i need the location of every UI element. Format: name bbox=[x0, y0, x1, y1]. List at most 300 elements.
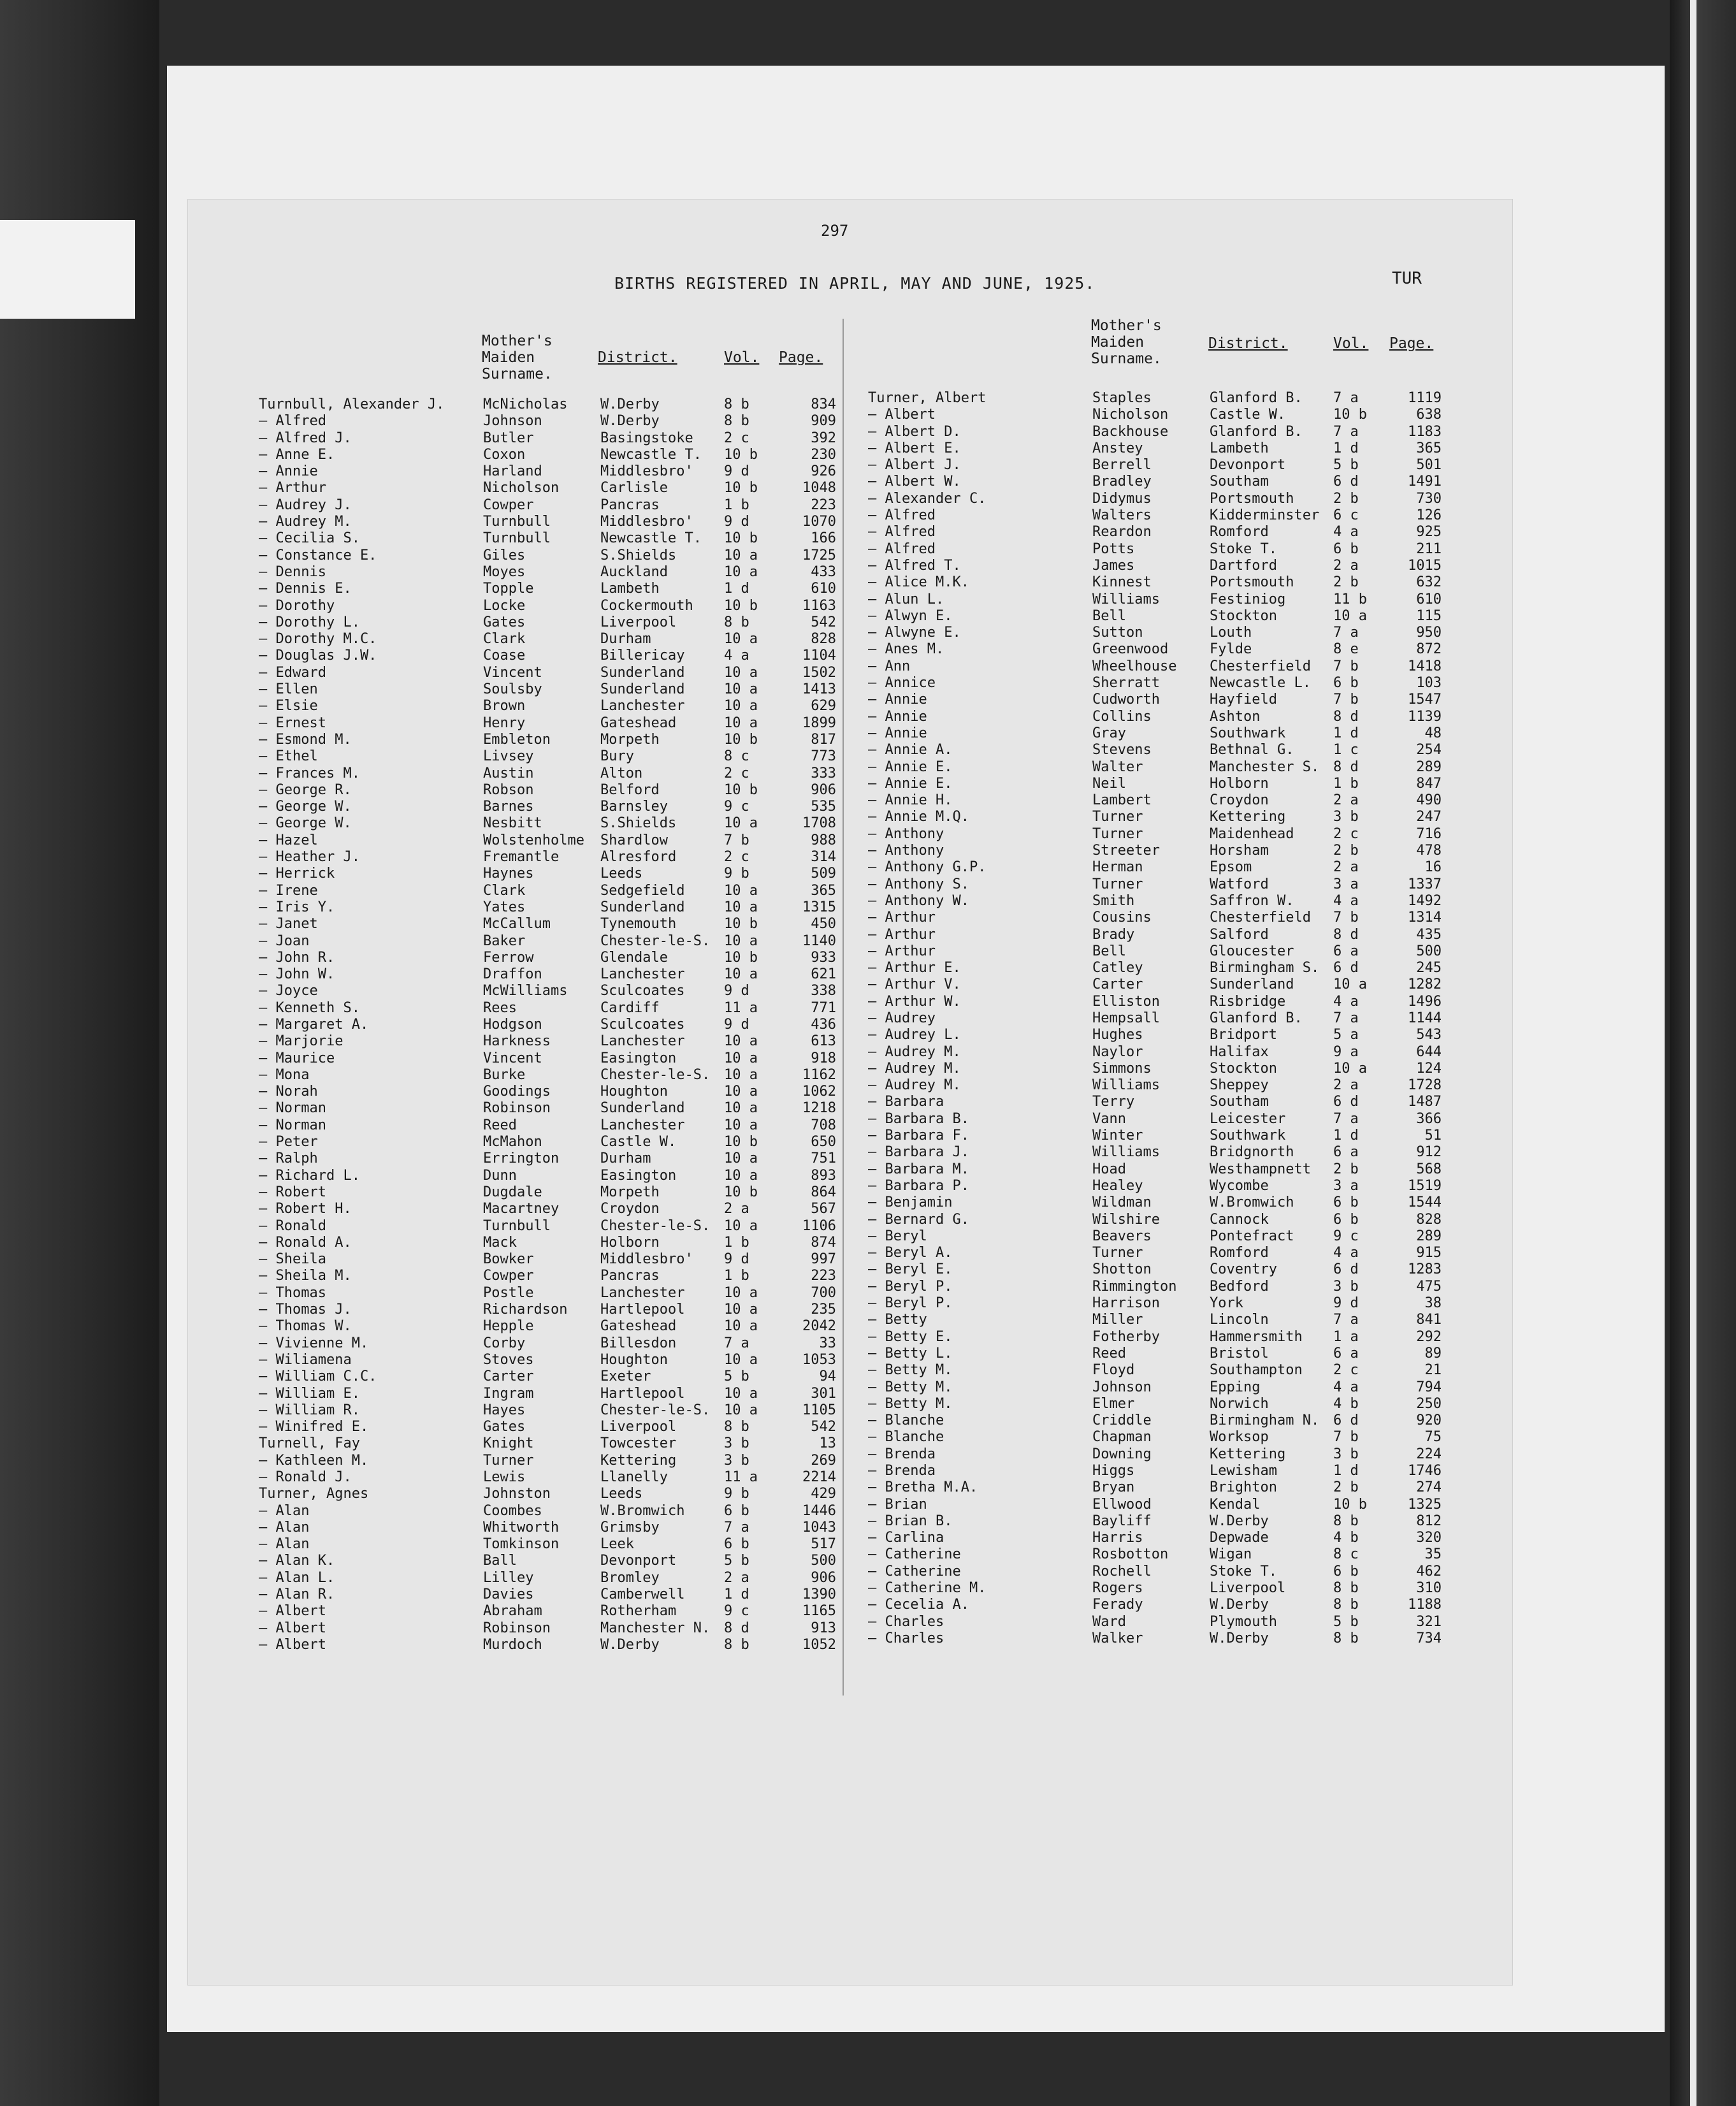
district: Billesdon bbox=[600, 1335, 677, 1351]
child-name: — Alwyn E. bbox=[868, 607, 953, 624]
page-ref: 751 bbox=[811, 1151, 836, 1167]
page-ref: 1163 bbox=[802, 597, 836, 614]
mother-maiden-surname: Coombes bbox=[483, 1502, 542, 1519]
page-ref: 435 bbox=[1416, 926, 1442, 943]
page-ref: 1544 bbox=[1408, 1195, 1442, 1211]
entry-row bbox=[868, 424, 1493, 440]
child-name: — Betty L. bbox=[868, 1345, 953, 1362]
child-name: — Sheila bbox=[259, 1251, 326, 1268]
district: Sheppey bbox=[1210, 1077, 1269, 1094]
mother-maiden-surname: Stoves bbox=[483, 1351, 534, 1368]
district: Billericay bbox=[600, 648, 685, 664]
child-name: — Cecelia A. bbox=[868, 1597, 969, 1613]
page-ref: 1315 bbox=[802, 899, 836, 915]
mother-maiden-surname: Nesbitt bbox=[483, 815, 542, 832]
entry-row bbox=[868, 1111, 1493, 1128]
district: Epsom bbox=[1210, 859, 1252, 876]
page-ref: 629 bbox=[811, 698, 836, 715]
mother-maiden-surname: Butler bbox=[483, 430, 534, 446]
child-name: — Ralph bbox=[259, 1151, 318, 1167]
child-name: — Douglas J.W. bbox=[259, 648, 377, 664]
district: Glendale bbox=[600, 949, 668, 966]
volume: 6 d bbox=[1333, 1094, 1359, 1110]
entry-row bbox=[868, 1161, 1493, 1178]
child-name: — Alfred bbox=[868, 507, 936, 524]
district: Hartlepool bbox=[600, 1302, 685, 1318]
page-ref: 269 bbox=[811, 1452, 836, 1469]
child-name: — Norah bbox=[259, 1084, 318, 1100]
district: W.Derby bbox=[1210, 1597, 1269, 1613]
district: Risbridge bbox=[1210, 993, 1286, 1010]
entry-row bbox=[259, 849, 845, 866]
volume: 7 a bbox=[724, 1335, 749, 1351]
entry-row bbox=[868, 1295, 1493, 1312]
district: Rotherham bbox=[600, 1603, 677, 1620]
volume: 10 b bbox=[1333, 1496, 1367, 1513]
entry-row bbox=[259, 1603, 845, 1620]
page-ref: 245 bbox=[1416, 960, 1442, 977]
district: Plymouth bbox=[1210, 1613, 1277, 1630]
page-ref: 568 bbox=[1416, 1161, 1442, 1177]
volume: 6 d bbox=[1333, 1261, 1359, 1278]
mother-maiden-surname: Winter bbox=[1092, 1128, 1143, 1144]
child-name: — Edward bbox=[259, 664, 326, 681]
district: Southwark bbox=[1210, 1128, 1286, 1144]
volume: 10 a bbox=[724, 681, 758, 698]
page-ref: 933 bbox=[811, 949, 836, 966]
volume: 9 d bbox=[724, 514, 749, 530]
district: Cardiff bbox=[600, 999, 660, 1016]
mother-maiden-surname: Williams bbox=[1092, 1077, 1160, 1094]
entry-row bbox=[259, 1570, 845, 1587]
district: Exeter bbox=[600, 1369, 651, 1385]
volume: 10 a bbox=[724, 1402, 758, 1418]
district: Llanelly bbox=[600, 1469, 668, 1485]
volume: 6 d bbox=[1333, 960, 1359, 977]
mother-maiden-surname: Bradley bbox=[1092, 474, 1152, 490]
child-name: — Dorothy bbox=[259, 597, 335, 614]
page-ref: 771 bbox=[811, 999, 836, 1016]
mother-maiden-surname: Clark bbox=[483, 631, 526, 648]
mother-maiden-surname: Reardon bbox=[1092, 524, 1152, 541]
page-ref: 478 bbox=[1416, 843, 1442, 859]
entry-row bbox=[259, 1117, 845, 1134]
child-name: — Albert W. bbox=[868, 474, 961, 490]
mother-maiden-surname: Clark bbox=[483, 882, 526, 899]
mother-maiden-surname: Wildman bbox=[1092, 1195, 1152, 1211]
mother-maiden-surname: Backhouse bbox=[1092, 423, 1169, 440]
entry-row bbox=[868, 558, 1493, 574]
child-name: — George W. bbox=[259, 815, 352, 832]
volume: 10 a bbox=[724, 899, 758, 915]
entry-row bbox=[259, 1486, 845, 1502]
child-name: — Ethel bbox=[259, 748, 318, 765]
district: Sunderland bbox=[600, 681, 685, 698]
child-name: — Beryl bbox=[868, 1228, 927, 1244]
page-ref: 1725 bbox=[802, 547, 836, 563]
page-ref: 48 bbox=[1424, 725, 1442, 741]
entry-row bbox=[259, 1402, 845, 1419]
entry-row bbox=[868, 1144, 1493, 1161]
entry-row bbox=[259, 1100, 845, 1117]
mother-maiden-surname: Cowper bbox=[483, 1268, 534, 1284]
mother-maiden-surname: Wolstenholme bbox=[483, 832, 584, 848]
entry-row bbox=[868, 1312, 1493, 1328]
district: Manchester N. bbox=[600, 1620, 711, 1636]
page-ref: 21 bbox=[1424, 1362, 1442, 1379]
page-ref: 734 bbox=[1416, 1630, 1442, 1646]
entry-row bbox=[868, 1446, 1493, 1463]
district: Leek bbox=[600, 1536, 634, 1553]
volume: 10 a bbox=[724, 1033, 758, 1050]
entry-row bbox=[259, 916, 845, 933]
child-name: — Ernest bbox=[259, 715, 326, 731]
district: Houghton bbox=[600, 1351, 668, 1368]
page-ref: 1106 bbox=[802, 1217, 836, 1234]
entry-row bbox=[259, 1469, 845, 1486]
volume: 8 d bbox=[1333, 759, 1359, 775]
mother-maiden-surname: Locke bbox=[483, 597, 526, 614]
mother-maiden-surname: Williams bbox=[1092, 591, 1160, 607]
district: Pontefract bbox=[1210, 1228, 1294, 1244]
mother-maiden-surname: Naylor bbox=[1092, 1043, 1143, 1060]
district: Bury bbox=[600, 748, 634, 765]
mother-maiden-surname: Robson bbox=[483, 781, 534, 798]
child-name: — Alan bbox=[259, 1502, 310, 1519]
entry-row bbox=[868, 977, 1493, 993]
page-ref: 1062 bbox=[802, 1084, 836, 1100]
entry-row bbox=[259, 883, 845, 899]
page-ref: 1162 bbox=[802, 1066, 836, 1083]
child-name: — Annie bbox=[868, 708, 927, 725]
mother-maiden-surname: Reed bbox=[483, 1117, 517, 1133]
mother-maiden-surname: Errington bbox=[483, 1151, 560, 1167]
child-name: Turnell, Fay bbox=[259, 1435, 360, 1452]
mother-maiden-surname: Whitworth bbox=[483, 1519, 560, 1536]
entry-row bbox=[868, 1513, 1493, 1530]
page-ref: 1446 bbox=[802, 1502, 836, 1519]
mother-maiden-surname: Lambert bbox=[1092, 792, 1152, 809]
mother-maiden-surname: Abraham bbox=[483, 1603, 542, 1620]
volume: 8 b bbox=[724, 614, 749, 630]
district: Cannock bbox=[1210, 1211, 1269, 1228]
page-ref: 51 bbox=[1424, 1128, 1442, 1144]
header-line: Mother's bbox=[1091, 317, 1162, 334]
volume: 8 b bbox=[724, 1419, 749, 1435]
page-ref: 500 bbox=[811, 1553, 836, 1569]
volume: 9 b bbox=[724, 1486, 749, 1502]
district: Sunderland bbox=[600, 1100, 685, 1117]
district: Lambeth bbox=[600, 581, 660, 597]
mother-maiden-surname: Livsey bbox=[483, 748, 534, 765]
volume: 3 b bbox=[1333, 1278, 1359, 1295]
child-name: — Ronald A. bbox=[259, 1234, 352, 1251]
volume: 10 a bbox=[724, 933, 758, 949]
district: Southam bbox=[1210, 1094, 1269, 1110]
child-name: — Elsie bbox=[259, 698, 318, 715]
mother-maiden-surname: Turner bbox=[483, 1452, 534, 1469]
child-name: — Dennis bbox=[259, 563, 326, 580]
page-ref: 920 bbox=[1416, 1412, 1442, 1429]
child-name: — Anthony bbox=[868, 843, 944, 859]
volume: 9 d bbox=[1333, 1295, 1359, 1312]
district: Middlesbro' bbox=[600, 514, 693, 530]
child-name: — Arthur E. bbox=[868, 960, 961, 977]
page-ref: 915 bbox=[1416, 1245, 1442, 1261]
entry-row bbox=[259, 1235, 845, 1251]
volume: 10 a bbox=[724, 547, 758, 563]
child-name: — Albert D. bbox=[868, 423, 961, 440]
mother-maiden-surname: Gray bbox=[1092, 725, 1126, 741]
child-name: — Wiliamena bbox=[259, 1351, 352, 1368]
entry-row bbox=[868, 507, 1493, 524]
entry-row bbox=[868, 1362, 1493, 1379]
mother-maiden-surname: Dugdale bbox=[483, 1184, 542, 1200]
page-ref: 913 bbox=[811, 1620, 836, 1636]
volume: 6 b bbox=[724, 1502, 749, 1519]
volume: 10 b bbox=[724, 781, 758, 798]
volume: 9 c bbox=[1333, 1228, 1359, 1244]
child-name: — Heather J. bbox=[259, 849, 360, 866]
mother-maiden-surname: Walker bbox=[1092, 1630, 1143, 1646]
child-name: — Annie M.Q. bbox=[868, 809, 969, 825]
district: Towcester bbox=[600, 1435, 677, 1452]
child-name: — Alfred bbox=[868, 541, 936, 557]
mother-maiden-surname: Ellwood bbox=[1092, 1496, 1152, 1513]
volume: 10 b bbox=[724, 597, 758, 614]
mother-maiden-surname: Harkness bbox=[483, 1033, 551, 1050]
district: Bromley bbox=[600, 1569, 660, 1586]
district: Morpeth bbox=[600, 731, 660, 748]
child-name: — Mona bbox=[259, 1066, 310, 1083]
child-name: — John R. bbox=[259, 949, 335, 966]
mother-maiden-surname: Hayes bbox=[483, 1402, 526, 1418]
page-ref: 1413 bbox=[802, 681, 836, 698]
district: Alresford bbox=[600, 849, 677, 866]
volume: 9 b bbox=[724, 866, 749, 882]
page-ref: 392 bbox=[811, 430, 836, 446]
child-name: — Bretha M.A. bbox=[868, 1479, 978, 1496]
header-line: Mother's bbox=[482, 333, 553, 349]
district: Bedford bbox=[1210, 1278, 1269, 1295]
entry-row bbox=[868, 943, 1493, 960]
mother-maiden-surname: Turnbull bbox=[483, 530, 551, 547]
page-ref: 1337 bbox=[1408, 876, 1442, 892]
child-name: — Sheila M. bbox=[259, 1268, 352, 1284]
entry-row bbox=[259, 463, 845, 480]
volume: 8 d bbox=[724, 1620, 749, 1636]
volume: 10 b bbox=[724, 1134, 758, 1151]
child-name: — Joan bbox=[259, 933, 310, 949]
mother-maiden-surname: Hughes bbox=[1092, 1027, 1143, 1043]
mother-maiden-surname: Bell bbox=[1092, 943, 1126, 959]
page-ref: 632 bbox=[1416, 574, 1442, 591]
mother-maiden-surname: Ferrow bbox=[483, 949, 534, 966]
district: Sunderland bbox=[1210, 977, 1294, 993]
entry-row bbox=[259, 1218, 845, 1235]
mother-maiden-surname: Wheelhouse bbox=[1092, 658, 1177, 674]
mother-maiden-surname: Soulsby bbox=[483, 681, 542, 698]
district: Pancras bbox=[600, 1268, 660, 1284]
child-name: — Albert bbox=[868, 407, 936, 423]
child-name: — Marjorie bbox=[259, 1033, 344, 1050]
child-name: — Audrey M. bbox=[259, 514, 352, 530]
district: York bbox=[1210, 1295, 1243, 1312]
right-page-header: Page. bbox=[1389, 335, 1434, 352]
page-ref: 912 bbox=[1416, 1144, 1442, 1161]
district: Gloucester bbox=[1210, 943, 1294, 959]
child-name: — Beryl P. bbox=[868, 1278, 953, 1295]
district: Chester-le-S. bbox=[600, 1402, 711, 1418]
entry-row bbox=[259, 748, 845, 765]
volume: 1 c bbox=[1333, 742, 1359, 759]
right-vol-header: Vol. bbox=[1333, 335, 1369, 352]
volume: 3 b bbox=[724, 1452, 749, 1469]
entry-row bbox=[868, 1279, 1493, 1295]
district: Lanchester bbox=[600, 1033, 685, 1050]
mother-maiden-surname: Potts bbox=[1092, 541, 1135, 557]
district: W.Bromwich bbox=[600, 1502, 685, 1519]
mother-maiden-surname: Healey bbox=[1092, 1177, 1143, 1194]
child-name: — Brenda bbox=[868, 1463, 936, 1479]
page-ref: 338 bbox=[811, 983, 836, 999]
page-ref: 1487 bbox=[1408, 1094, 1442, 1110]
page-ref: 1188 bbox=[1408, 1597, 1442, 1613]
left-district-header: District. bbox=[598, 349, 677, 366]
volume: 10 a bbox=[724, 1050, 758, 1066]
child-name: — Albert J. bbox=[868, 457, 961, 474]
page-ref: 462 bbox=[1416, 1563, 1442, 1580]
district: Glanford B. bbox=[1210, 1010, 1303, 1026]
entry-row bbox=[259, 933, 845, 950]
volume: 4 a bbox=[1333, 524, 1359, 541]
volume: 8 b bbox=[724, 1636, 749, 1653]
child-name: — Catherine bbox=[868, 1563, 961, 1580]
child-name: — Ronald bbox=[259, 1217, 326, 1234]
mother-maiden-surname: Harland bbox=[483, 463, 542, 480]
mother-maiden-surname: Hepple bbox=[483, 1318, 534, 1335]
district: Auckland bbox=[600, 563, 668, 580]
mother-maiden-surname: Downing bbox=[1092, 1446, 1152, 1462]
mother-maiden-surname: Cousins bbox=[1092, 910, 1152, 926]
child-name: — Vivienne M. bbox=[259, 1335, 369, 1351]
volume: 6 a bbox=[1333, 943, 1359, 959]
mother-maiden-surname: Brown bbox=[483, 698, 526, 715]
volume: 9 d bbox=[724, 463, 749, 480]
district: Bethnal G. bbox=[1210, 742, 1294, 759]
child-name: — Thomas J. bbox=[259, 1302, 352, 1318]
mother-maiden-surname: Beavers bbox=[1092, 1228, 1152, 1244]
entry-row bbox=[868, 457, 1493, 474]
district: Worksop bbox=[1210, 1429, 1269, 1446]
entry-row bbox=[259, 413, 845, 430]
page-ref: 230 bbox=[811, 446, 836, 463]
page-ref: 1140 bbox=[802, 933, 836, 949]
volume: 1 d bbox=[724, 581, 749, 597]
mother-maiden-surname: Cudworth bbox=[1092, 692, 1160, 708]
district: Lanchester bbox=[600, 698, 685, 715]
district: Stockton bbox=[1210, 607, 1277, 624]
page-ref: 1390 bbox=[802, 1587, 836, 1603]
child-name: — William R. bbox=[259, 1402, 360, 1418]
child-name: — Ronald J. bbox=[259, 1469, 352, 1485]
mother-maiden-surname: Simmons bbox=[1092, 1060, 1152, 1077]
entry-row bbox=[259, 1318, 845, 1335]
child-name: — Alice M.K. bbox=[868, 574, 969, 591]
page-title: BIRTHS REGISTERED IN APRIL, MAY AND JUNE, 1925. bbox=[614, 274, 1096, 293]
district: Chester-le-S. bbox=[600, 933, 711, 949]
child-name: — Alfred J. bbox=[259, 430, 352, 446]
mother-maiden-surname: Henry bbox=[483, 715, 526, 731]
volume: 8 b bbox=[1333, 1513, 1359, 1529]
entry-row bbox=[259, 514, 845, 530]
child-name: — Betty M. bbox=[868, 1379, 953, 1395]
district: Croydon bbox=[600, 1201, 660, 1217]
child-name: — Alan L. bbox=[259, 1569, 335, 1586]
entry-row bbox=[868, 1228, 1493, 1245]
page-ref: 366 bbox=[1416, 1110, 1442, 1127]
page-ref: 211 bbox=[1416, 541, 1442, 557]
entry-row bbox=[868, 1329, 1493, 1346]
entry-row bbox=[259, 1503, 845, 1520]
mother-maiden-surname: Topple bbox=[483, 581, 534, 597]
entry-row bbox=[868, 1479, 1493, 1496]
page-ref: 1418 bbox=[1408, 658, 1442, 674]
volume: 5 b bbox=[724, 1369, 749, 1385]
mother-maiden-surname: Ball bbox=[483, 1553, 517, 1569]
child-name: — Dorothy L. bbox=[259, 614, 360, 630]
mother-maiden-surname: Streeter bbox=[1092, 843, 1160, 859]
volume: 10 b bbox=[724, 480, 758, 497]
entry-row bbox=[259, 1520, 845, 1536]
mother-maiden-surname: Stevens bbox=[1092, 742, 1152, 759]
district: Lanchester bbox=[600, 1117, 685, 1133]
entry-row bbox=[259, 447, 845, 463]
page-ref: 223 bbox=[811, 1268, 836, 1284]
child-name: — Audrey M. bbox=[868, 1043, 961, 1060]
district: W.Derby bbox=[1210, 1630, 1269, 1646]
district: Halifax bbox=[1210, 1043, 1269, 1060]
district: Fylde bbox=[1210, 641, 1252, 658]
page-ref: 289 bbox=[1416, 759, 1442, 775]
district: Kettering bbox=[1210, 1446, 1286, 1462]
entry-row bbox=[868, 692, 1493, 708]
volume: 8 d bbox=[1333, 926, 1359, 943]
entry-row bbox=[868, 1245, 1493, 1261]
district: S.Shields bbox=[600, 547, 677, 563]
page-ref: 1899 bbox=[802, 715, 836, 731]
child-name: — Annice bbox=[868, 675, 936, 692]
district: Belford bbox=[600, 781, 660, 798]
mother-maiden-surname: Ingram bbox=[483, 1385, 534, 1402]
child-name: — Audrey L. bbox=[868, 1027, 961, 1043]
page-ref: 292 bbox=[1416, 1328, 1442, 1345]
entry-row bbox=[259, 1536, 845, 1553]
left-entries bbox=[259, 396, 845, 1653]
entry-row bbox=[868, 960, 1493, 977]
page-ref: 988 bbox=[811, 832, 836, 848]
page-ref: 429 bbox=[811, 1486, 836, 1502]
entry-row bbox=[868, 859, 1493, 876]
child-name: — Kathleen M. bbox=[259, 1452, 369, 1469]
page-ref: 997 bbox=[811, 1251, 836, 1268]
mother-maiden-surname: Elmer bbox=[1092, 1395, 1135, 1412]
district: Chester-le-S. bbox=[600, 1217, 711, 1234]
mother-maiden-surname: Greenwood bbox=[1092, 641, 1169, 658]
entry-row bbox=[259, 631, 845, 648]
page-ref: 567 bbox=[811, 1201, 836, 1217]
child-name: — Iris Y. bbox=[259, 899, 335, 915]
